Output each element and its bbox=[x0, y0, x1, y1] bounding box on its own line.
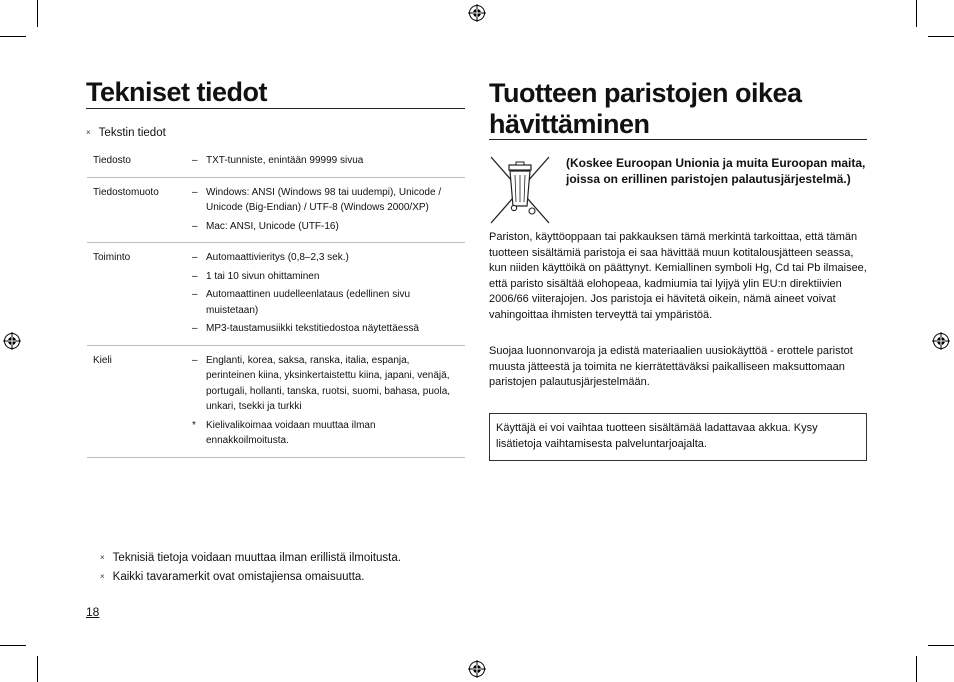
list-item bbox=[192, 153, 459, 169]
crop-mark bbox=[916, 0, 917, 27]
spec-value bbox=[192, 345, 465, 457]
bullet: – bbox=[192, 289, 198, 300]
list-item-text: Automaattivieritys (0,8–2,3 sek.) bbox=[206, 252, 349, 263]
table-row bbox=[87, 243, 465, 346]
bullet: – bbox=[192, 323, 198, 334]
list-item-text: Windows: ANSI (Windows 98 tai uudempi), Unicode / Unicode (Big-Endian) / UTF-8 (Windows 2000/XP) bbox=[206, 186, 442, 213]
list-item-text: 1 tai 10 sivun ohittaminen bbox=[206, 270, 320, 282]
list-item bbox=[192, 250, 459, 266]
body-paragraph: Suojaa luonnonvaroja ja edistä materiaalien uusiokäyttöä - erottele paristot muusta jätteestä ja toimita ne kierrätettäväksi paikalliseen maksuttomaan paristojen palautusjärjestelmään. bbox=[489, 345, 853, 388]
title-rule bbox=[86, 108, 465, 109]
spec-key: Tiedostomuoto bbox=[87, 177, 192, 243]
crop-mark bbox=[928, 36, 954, 37]
footnote bbox=[100, 569, 365, 586]
crossed-out-wheelie-bin-icon bbox=[489, 155, 551, 225]
crop-mark bbox=[0, 36, 26, 37]
bullet: – bbox=[192, 220, 198, 232]
note-marker-icon: × bbox=[100, 553, 105, 562]
crop-mark bbox=[928, 645, 954, 646]
registration-mark-icon bbox=[3, 332, 21, 350]
note-marker-icon: × bbox=[86, 128, 91, 137]
bullet: * bbox=[192, 419, 196, 431]
list-item bbox=[192, 269, 459, 285]
footnote-text: Kaikki tavaramerkit ovat omistajiensa omaisuutta. bbox=[112, 571, 365, 583]
table-row bbox=[87, 345, 465, 457]
notice-box bbox=[489, 413, 867, 461]
list-item-text: Automaattinen uudelleenlataus (edellinen sivu muistetaan) bbox=[206, 289, 411, 316]
battery-disposal-heading: (Koskee Euroopan Unionia ja muita Euroopan maita, joissa on erillinen paristojen palautusjärjestelmä.) bbox=[566, 156, 866, 186]
list-item bbox=[192, 321, 459, 337]
list-item bbox=[192, 219, 459, 235]
spec-key: Toiminto bbox=[87, 243, 192, 346]
bullet: – bbox=[192, 155, 198, 166]
section-label-text: Tekstin tiedot bbox=[98, 127, 166, 139]
spec-table bbox=[87, 146, 465, 458]
registration-mark-icon bbox=[932, 332, 950, 350]
spec-key: Kieli bbox=[87, 345, 192, 457]
list-item-text: Mac: ANSI, Unicode (UTF-16) bbox=[206, 220, 339, 232]
note-marker-icon: × bbox=[100, 572, 105, 581]
section-title-line: Tuotteen paristojen oikea bbox=[489, 78, 802, 108]
body-paragraph: Pariston, käyttöoppaan tai pakkauksen tämä merkintä tarkoittaa, että tämän tuotteen sisältämiä paristoja ei saa hävittää muun kotitalousjätteen seassa, kun niiden käyttöikä on päättynyt. Kemiallinen symboli Hg, Cd tai Pb ilmaisee, että paristo sisältää elohopeaa, kadmiumia tai lyijyä ylin EU:n direktiivien 2006/66 viiterajojen. Jos paristoja ei hävitetä oikein, nämä aineet voivat vahingoittaa ihmisten terveyttä tai ympäristöä. bbox=[489, 231, 867, 321]
list-item-text: Kielivalikoimaa voidaan muuttaa ilman ennakkoilmoitusta. bbox=[206, 419, 376, 446]
crop-mark bbox=[916, 656, 917, 682]
crop-mark bbox=[37, 656, 38, 682]
crop-mark bbox=[37, 0, 38, 27]
list-item-text: TXT-tunniste, enintään 99999 sivua bbox=[206, 155, 364, 166]
section-label bbox=[86, 125, 166, 142]
table-row bbox=[87, 146, 465, 177]
table-row bbox=[87, 177, 465, 243]
list-item bbox=[192, 353, 459, 415]
registration-mark-icon bbox=[468, 660, 486, 678]
list-item bbox=[192, 287, 459, 318]
bullet: – bbox=[192, 186, 198, 198]
notice-text: Käyttäjä ei voi vaihtaa tuotteen sisältämää ladattavaa akkua. Kysy lisätietoja vaihtamisesta palveluntarjoajalta. bbox=[496, 422, 818, 450]
title-rule bbox=[489, 139, 867, 140]
list-item bbox=[192, 418, 459, 449]
spec-value bbox=[192, 243, 465, 346]
list-item bbox=[192, 185, 459, 216]
spec-value bbox=[192, 146, 465, 177]
page-title: Tekniset tiedot bbox=[86, 77, 268, 107]
page-number: 18 bbox=[86, 605, 100, 619]
section-title-line: hävittäminen bbox=[489, 109, 650, 139]
footnote-text: Teknisiä tietoja voidaan muuttaa ilman erillistä ilmoitusta. bbox=[112, 552, 401, 564]
list-item-text: MP3-taustamusiikki tekstitiedostoa näytettäessä bbox=[206, 323, 419, 334]
list-item-text: Englanti, korea, saksa, ranska, italia, espanja, perinteinen kiina, yksinkertaistettu kiina, japani, venäjä, portugali, hollanti, tanska, ruotsi, suomi, bahasa, puola, unkari, tsekki ja turkki bbox=[206, 354, 451, 412]
footnote bbox=[100, 550, 401, 567]
bullet: – bbox=[192, 270, 198, 282]
bullet: – bbox=[192, 354, 198, 366]
spec-key: Tiedosto bbox=[87, 146, 192, 177]
bullet: – bbox=[192, 252, 198, 263]
registration-mark-icon bbox=[468, 4, 486, 22]
section-title bbox=[489, 78, 802, 140]
crop-mark bbox=[0, 645, 26, 646]
spec-value bbox=[192, 177, 465, 243]
